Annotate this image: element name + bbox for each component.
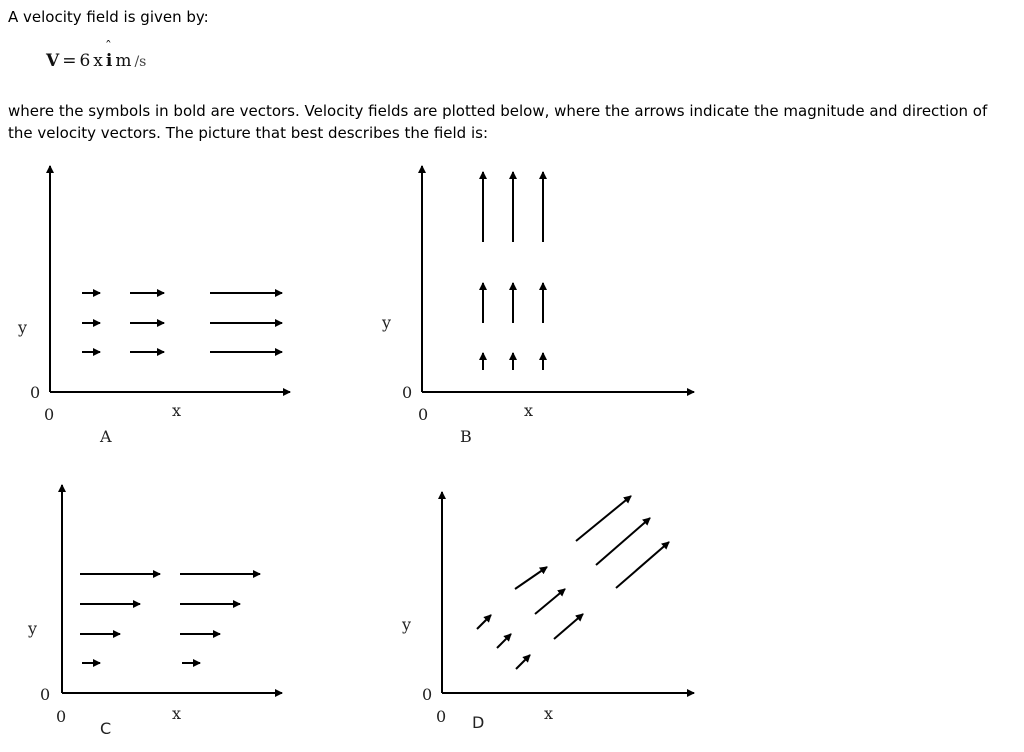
velocity-arrow (554, 614, 583, 639)
velocity-arrow (596, 518, 650, 565)
panel-b-origin-x: 0 (418, 405, 429, 424)
panel-c-x-label: x (172, 704, 182, 723)
panel-c-origin-x: 0 (56, 707, 67, 726)
formula-per-second: /s (134, 54, 147, 70)
panel-a-x-label: x (172, 401, 182, 420)
panel-b (381, 166, 694, 446)
panel-d-y-label: y (402, 615, 412, 634)
panel-a-y-label: y (18, 318, 28, 337)
question-intro: A velocity field is given by: (8, 8, 209, 26)
panel-d-x-label: x (544, 704, 554, 723)
formula-coefficient: 6 (79, 51, 91, 71)
panel-a-origin-y: 0 (30, 383, 41, 402)
velocity-arrow (535, 589, 565, 614)
panel-c (27, 485, 282, 738)
question-description: where the symbols in bold are vectors. Velocity fields are plotted below, where the arrows indicate the magnitude and direction of the velocity vectors. The picture that best describes the field is: (8, 102, 988, 142)
panel-d-label: D (472, 713, 485, 732)
panel-a-origin-x: 0 (44, 405, 55, 424)
velocity-arrow (616, 542, 669, 588)
panel-b-y-label: y (382, 313, 392, 332)
velocity-arrow (576, 496, 631, 541)
velocity-arrow (497, 634, 511, 648)
panel-c-y-label: y (28, 619, 38, 638)
formula-vector-v: V (46, 51, 60, 71)
panel-d (401, 492, 694, 732)
formula-equals: = (62, 51, 77, 71)
panel-c-label: C (100, 719, 112, 738)
panel-a-label: A (100, 427, 112, 446)
panel-d-origin-y: 0 (422, 685, 433, 704)
panel-b-origin-y: 0 (402, 383, 413, 402)
formula-unit-vector-i: ˆ i (106, 51, 112, 71)
panel-d-origin-x: 0 (436, 707, 447, 726)
formula-x: x (93, 51, 103, 71)
velocity-arrow (477, 615, 491, 629)
panel-b-x-label: x (524, 401, 534, 420)
panel-b-label: B (460, 427, 472, 446)
velocity-arrow (515, 567, 547, 589)
panel-a (17, 166, 290, 446)
panel-c-origin-y: 0 (40, 685, 51, 704)
velocity-arrow (516, 655, 530, 669)
formula-m: m (115, 51, 132, 71)
